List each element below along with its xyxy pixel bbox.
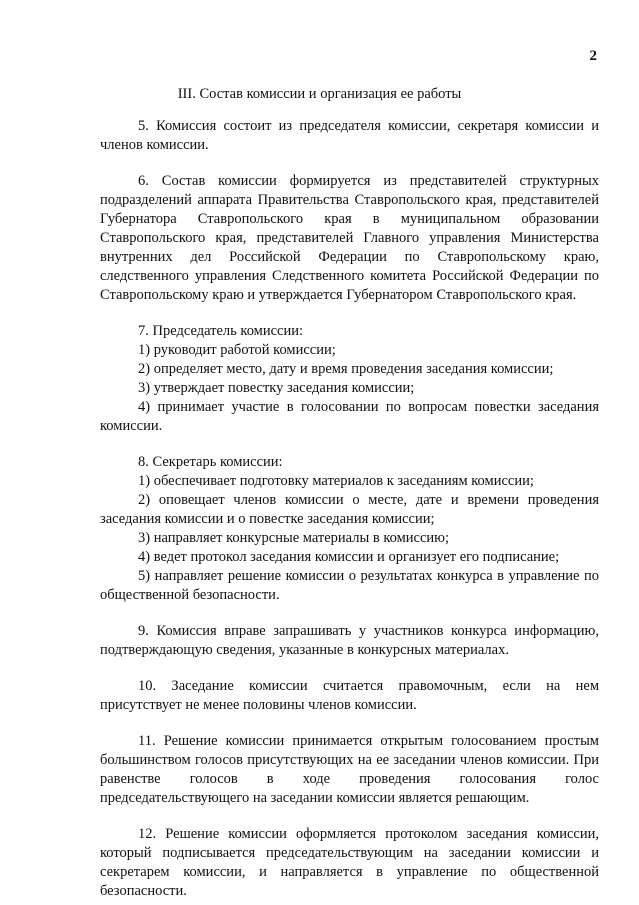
paragraph-10: 10. Заседание комиссии считается правомочным, если на нем присутствует не менее половины членов комиссии. <box>100 678 599 713</box>
paragraph-11: 11. Решение комиссии принимается открытым голосованием простым большинством голосов присутствующих на ее заседании членов комиссии. При равенстве голосов в ходе проведения голосования голос председательствующего на заседании комиссии является решающим. <box>100 733 599 806</box>
document-body <box>100 117 599 901</box>
paragraph-8-title: 8. Секретарь комиссии: <box>138 454 283 470</box>
paragraph-7-item: 4) принимает участие в голосовании по вопросам повестки заседания комиссии. <box>100 399 599 434</box>
paragraph-8-item: 4) ведет протокол заседания комиссии и организует его подписание; <box>138 549 560 565</box>
paragraph-5: 5. Комиссия состоит из председателя комиссии, секретаря комиссии и членов комиссии. <box>100 118 599 153</box>
paragraph-8 <box>100 453 599 605</box>
section-heading: III. Состав комиссии и организация ее работы <box>177 86 462 102</box>
paragraph-7-item: 3) утверждает повестку заседания комиссии; <box>138 380 415 396</box>
paragraph-7-item: 1) руководит работой комиссии; <box>138 342 336 358</box>
paragraph-8-item: 2) оповещает членов комиссии о месте, дате и времени проведения заседания комиссии и о повестке заседания комиссии; <box>100 492 599 527</box>
paragraph-7 <box>100 322 599 436</box>
paragraph-8-item: 5) направляет решение комиссии о результатах конкурса в управление по общественной безопасности. <box>100 568 599 603</box>
paragraph-12: 12. Решение комиссии оформляется протоколом заседания комиссии, который подписывается председательствующим на заседании комиссии и секретарем комиссии, и направляется в управление по общественной безопасности. <box>100 826 599 899</box>
paragraph-6: 6. Состав комиссии формируется из представителей структурных подразделений аппарата Правительства Ставропольского края, представителей Губернатора Ставропольского края в муниципальном образовании Ставропольского края, представителей Главного управления Министерства внутренних дел Российской Федерации по Ставропольскому краю, следственного управления Следственного комитета Российской Федерации по Ставропольскому краю и утверждается Губернатором Ставропольского края. <box>100 173 599 303</box>
paragraph-8-item: 3) направляет конкурсные материалы в комиссию; <box>138 530 450 546</box>
paragraph-9: 9. Комиссия вправе запрашивать у участников конкурса информацию, подтверждающую сведения, указанные в конкурсных материалах. <box>100 623 599 658</box>
paragraph-7-item: 2) определяет место, дату и время проведения заседания комиссии; <box>138 361 554 377</box>
page-number: 2 <box>589 48 597 64</box>
paragraph-8-item: 1) обеспечивает подготовку материалов к заседаниям комиссии; <box>138 473 534 489</box>
paragraph-7-title: 7. Председатель комиссии: <box>138 323 304 339</box>
